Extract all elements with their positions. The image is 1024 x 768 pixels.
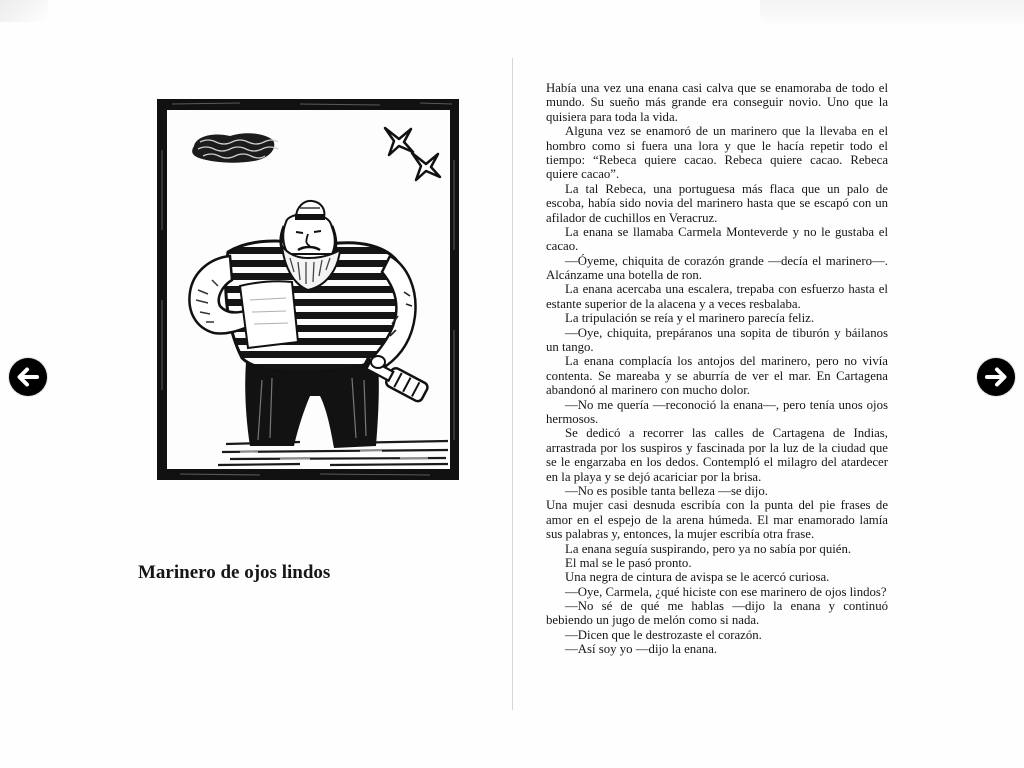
text-line: bebiendo un jugo de melón como si nada. xyxy=(546,613,760,628)
paragraph xyxy=(546,254,888,283)
text-line: amor en el espejo de la arena húmeda. El mar enamorado lamía xyxy=(546,512,888,527)
text-line: escoba, había sido novia del marinero hasta que se escapó con un xyxy=(546,196,888,211)
paragraph xyxy=(546,599,888,628)
text-line: cacao. xyxy=(546,239,579,254)
text-line: afilador de cuchillos en Veracruz. xyxy=(546,210,718,225)
text-line: arrastrada por los suspiros y fascinada por la luz de la ciudad que xyxy=(546,440,888,455)
paragraph xyxy=(546,354,888,397)
text-line: La enana acercaba una escalera, trepaba con esfuerzo hasta el xyxy=(565,282,888,297)
text-line: Una mujer casi desnuda escribía con la punta del pie frases de xyxy=(546,498,888,513)
text-line: un tango. xyxy=(546,340,594,355)
text-line: La enana complacía los antojos del marinero, pero no vivía xyxy=(565,354,888,369)
text-line: —No es posible tanta belleza —se dijo. xyxy=(565,483,768,498)
text-line: en la playa y se dejó acariciar por la brisa. xyxy=(546,469,762,484)
paragraph xyxy=(546,326,888,355)
paragraph xyxy=(546,585,888,599)
text-line: —Oye, chiquita, prepáranos una sopita de tiburón y báilanos xyxy=(565,325,888,340)
paragraph xyxy=(546,311,888,325)
story-title: Marinero de ojos lindos xyxy=(138,562,331,583)
paragraph xyxy=(546,556,888,570)
text-line: abandonó al marinero con mucho dolor. xyxy=(546,383,750,398)
text-line: Se dedicó a recorrer las calles de Cartagena de Indias, xyxy=(565,426,888,441)
right-page xyxy=(512,0,1024,768)
text-line: —No me quería —reconoció la enana—, pero tenía unos ojos xyxy=(565,397,888,412)
prev-page-button[interactable] xyxy=(9,358,47,396)
paragraph xyxy=(546,484,888,498)
text-line: —Dicen que le destrozaste el corazón. xyxy=(565,627,762,642)
text-line: tiempo: “Rebeca quiere cacao. Rebeca quiere cacao. Rebeca xyxy=(546,152,888,167)
text-line: La tripulación se reía y el marinero parecía feliz. xyxy=(565,311,815,326)
paragraph xyxy=(546,182,888,225)
text-line: Alcánzame una botella de ron. xyxy=(546,268,702,283)
text-line: —Oye, Carmela, ¿qué hiciste con ese marinero de ojos lindos? xyxy=(565,584,887,599)
text-line: hermosos. xyxy=(546,411,599,426)
text-line: sus palabras y, entonces, la mujer escribía otra frase. xyxy=(546,527,815,542)
sailor-illustration xyxy=(150,92,468,488)
paragraph xyxy=(546,570,888,584)
hand xyxy=(371,356,385,368)
paper xyxy=(240,281,298,348)
text-line: estante superior de la alacena y a veces resbalaba. xyxy=(546,296,801,311)
paragraph xyxy=(546,282,888,311)
text-line: hombro como si fuera una lora y que le hacía repetir todo el xyxy=(546,138,888,153)
paragraph xyxy=(546,628,888,642)
text-line: La enana seguía suspirando, pero ya no sabía por quién. xyxy=(565,541,852,556)
page-text xyxy=(546,81,888,657)
arrow-left-icon xyxy=(9,358,47,396)
text-line: La enana se llamaba Carmela Monteverde y no le gustaba el xyxy=(565,224,888,239)
text-line: mundo. Su sueño más grande era conseguir novio. Uno que la xyxy=(546,95,888,110)
text-line: El mal se le pasó pronto. xyxy=(565,555,692,570)
paragraph xyxy=(546,398,888,427)
paragraph xyxy=(546,498,888,541)
text-line: —No sé de qué me hablas —dijo la enana y continuó xyxy=(565,599,888,614)
paragraph xyxy=(546,642,888,656)
paragraph xyxy=(546,542,888,556)
text-line: Había una vez una enana casi calva que se enamoraba de todo el xyxy=(546,81,888,95)
next-page-button[interactable] xyxy=(977,358,1015,396)
text-line: Alguna vez se enamoró de un marinero que la llevaba en el xyxy=(565,124,888,139)
text-line: quiere cacao”. xyxy=(546,167,620,182)
arrow-right-icon xyxy=(977,358,1015,396)
text-line: La tal Rebeca, una portuguesa más flaca que un palo de xyxy=(565,181,888,196)
text-line: quisiera para toda la vida. xyxy=(546,109,678,124)
text-line: —Así soy yo —dijo la enana. xyxy=(565,642,718,657)
paragraph xyxy=(546,81,888,124)
paragraph xyxy=(546,124,888,182)
text-line: Una negra de cintura de avispa se le acercó curiosa. xyxy=(565,570,830,585)
text-line: contenta. Se mareaba y se aburría de ver el mar. En Cartagena xyxy=(546,368,888,383)
paragraph xyxy=(546,225,888,254)
text-line: se le engarzaba en los dedos. Contempló el milagro del atardecer xyxy=(546,455,888,470)
text-line: —Óyeme, chiquita de corazón grande —decía el marinero—. xyxy=(565,253,888,268)
paragraph xyxy=(546,426,888,484)
